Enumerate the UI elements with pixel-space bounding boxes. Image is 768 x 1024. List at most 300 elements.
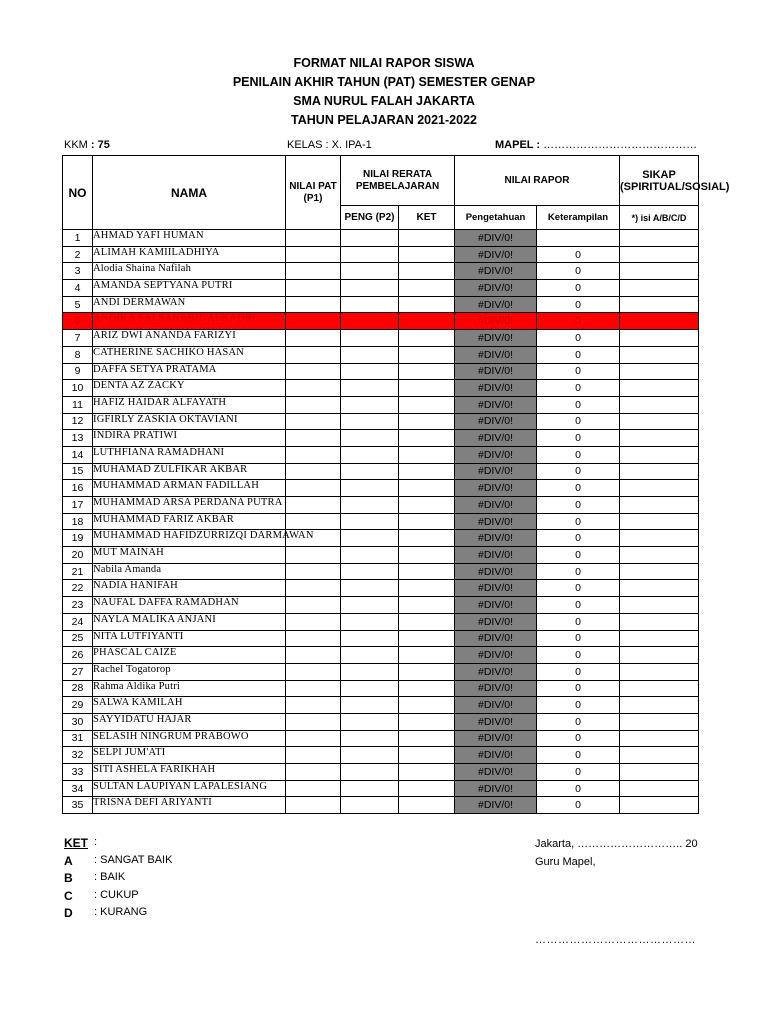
peng-p2-cell[interactable]: [341, 747, 399, 764]
student-name[interactable]: PHASCAL CAIZE: [93, 647, 286, 664]
sikap-cell[interactable]: [620, 446, 699, 463]
sikap-cell[interactable]: [620, 346, 699, 363]
row-number[interactable]: 13: [63, 430, 93, 447]
pengetahuan-cell[interactable]: #DIV/0!: [455, 780, 537, 797]
peng-p2-cell[interactable]: [341, 580, 399, 597]
row-number[interactable]: 21: [63, 563, 93, 580]
ket-cell[interactable]: [399, 363, 455, 380]
pat-score-cell[interactable]: [286, 380, 341, 397]
ket-cell[interactable]: [399, 296, 455, 313]
pat-score-cell[interactable]: [286, 330, 341, 347]
ket-cell[interactable]: [399, 663, 455, 680]
pat-score-cell[interactable]: [286, 296, 341, 313]
pengetahuan-cell[interactable]: #DIV/0!: [455, 563, 537, 580]
row-number[interactable]: 14: [63, 446, 93, 463]
peng-p2-cell[interactable]: [341, 713, 399, 730]
pat-score-cell[interactable]: [286, 363, 341, 380]
sikap-cell[interactable]: [620, 313, 699, 330]
pat-score-cell[interactable]: [286, 263, 341, 280]
pengetahuan-cell[interactable]: #DIV/0!: [455, 346, 537, 363]
keterampilan-cell[interactable]: 0: [537, 413, 620, 430]
peng-p2-cell[interactable]: [341, 296, 399, 313]
peng-p2-cell[interactable]: [341, 547, 399, 564]
pengetahuan-cell[interactable]: #DIV/0!: [455, 396, 537, 413]
keterampilan-cell[interactable]: 0: [537, 597, 620, 614]
sikap-cell[interactable]: [620, 713, 699, 730]
pengetahuan-cell[interactable]: #DIV/0!: [455, 246, 537, 263]
student-name[interactable]: INDIRA PRATIWI: [93, 430, 286, 447]
pengetahuan-cell[interactable]: #DIV/0!: [455, 630, 537, 647]
peng-p2-cell[interactable]: [341, 697, 399, 714]
student-name[interactable]: SULTAN LAUPIYAN LAPALESIANG: [93, 780, 286, 797]
row-number[interactable]: 23: [63, 597, 93, 614]
peng-p2-cell[interactable]: [341, 263, 399, 280]
row-number[interactable]: 1: [63, 230, 93, 247]
student-name[interactable]: IGFIRLY ZASKIA OKTAVIANI: [93, 413, 286, 430]
peng-p2-cell[interactable]: [341, 513, 399, 530]
sikap-cell[interactable]: [620, 630, 699, 647]
keterampilan-cell[interactable]: 0: [537, 346, 620, 363]
grades-table: [62, 155, 730, 814]
pengetahuan-cell[interactable]: #DIV/0!: [455, 380, 537, 397]
student-name[interactable]: Alodia Shaina Nafilah: [93, 263, 286, 280]
pengetahuan-cell[interactable]: #DIV/0!: [455, 764, 537, 781]
keterampilan-cell[interactable]: 0: [537, 647, 620, 664]
pengetahuan-cell[interactable]: #DIV/0!: [455, 663, 537, 680]
ket-cell[interactable]: [399, 380, 455, 397]
student-name[interactable]: MUHAMMAD ARSA PERDANA PUTRA: [93, 497, 286, 514]
student-name[interactable]: LUTHFIANA RAMADHANI: [93, 446, 286, 463]
pat-score-cell[interactable]: [286, 346, 341, 363]
keterampilan-cell[interactable]: 0: [537, 630, 620, 647]
pengetahuan-cell[interactable]: #DIV/0!: [455, 597, 537, 614]
pengetahuan-cell[interactable]: #DIV/0!: [455, 330, 537, 347]
student-name[interactable]: DAFFA SETYA PRATAMA: [93, 363, 286, 380]
table-row: [63, 663, 699, 680]
student-name[interactable]: NAUFAL DAFFA RAMADHAN: [93, 597, 286, 614]
sikap-cell[interactable]: [620, 230, 699, 247]
pengetahuan-cell[interactable]: #DIV/0!: [455, 730, 537, 747]
peng-p2-cell[interactable]: [341, 380, 399, 397]
pengetahuan-cell[interactable]: #DIV/0!: [455, 530, 537, 547]
row-number[interactable]: 9: [63, 363, 93, 380]
ket-cell[interactable]: [399, 647, 455, 664]
keterampilan-cell[interactable]: 0: [537, 780, 620, 797]
ket-cell[interactable]: [399, 463, 455, 480]
ket-cell[interactable]: [399, 530, 455, 547]
signature-place-date: Jakarta, ……………………….. 20: [535, 838, 698, 850]
sikap-cell[interactable]: [620, 296, 699, 313]
keterampilan-cell[interactable]: 0: [537, 497, 620, 514]
sikap-cell[interactable]: [620, 730, 699, 747]
table-row: [63, 563, 699, 580]
student-name[interactable]: CATHERINE SACHIKO HASAN: [93, 346, 286, 363]
student-name[interactable]: AHMAD YAFI HUMAN: [93, 230, 286, 247]
ket-cell[interactable]: [399, 346, 455, 363]
pat-score-cell[interactable]: [286, 613, 341, 630]
title-line-3: SMA NURUL FALAH JAKARTA: [293, 94, 475, 108]
pengetahuan-cell[interactable]: #DIV/0!: [455, 463, 537, 480]
student-name[interactable]: SELPI JUM'ATI: [93, 747, 286, 764]
row-number[interactable]: 31: [63, 730, 93, 747]
sikap-cell[interactable]: [620, 530, 699, 547]
row-number[interactable]: 10: [63, 380, 93, 397]
peng-p2-cell[interactable]: [341, 280, 399, 297]
student-name[interactable]: DENTA AZ ZACKY: [93, 380, 286, 397]
peng-p2-cell[interactable]: [341, 396, 399, 413]
ket-cell[interactable]: [399, 413, 455, 430]
student-name[interactable]: ANDIKA SALSANABIL ALKADRI: [93, 313, 286, 330]
pat-score-cell[interactable]: [286, 547, 341, 564]
student-name[interactable]: SAYYIDATU HAJAR: [93, 713, 286, 730]
peng-p2-cell[interactable]: [341, 597, 399, 614]
pengetahuan-cell[interactable]: #DIV/0!: [455, 580, 537, 597]
pengetahuan-cell[interactable]: #DIV/0!: [455, 613, 537, 630]
table-row: [63, 580, 699, 597]
keterampilan-cell[interactable]: 0: [537, 480, 620, 497]
student-name[interactable]: HAFIZ HAIDAR ALFAYATH: [93, 396, 286, 413]
student-name[interactable]: MUHAMMAD HAFIDZURRIZQI DARMAWAN: [93, 530, 286, 547]
sikap-cell[interactable]: [620, 396, 699, 413]
student-name[interactable]: SELASIH NINGRUM PRABOWO: [93, 730, 286, 747]
row-number[interactable]: 5: [63, 296, 93, 313]
pat-score-cell[interactable]: [286, 747, 341, 764]
peng-p2-cell[interactable]: [341, 530, 399, 547]
keterampilan-cell[interactable]: 0: [537, 713, 620, 730]
student-name[interactable]: Nabila Amanda: [93, 563, 286, 580]
pat-score-cell[interactable]: [286, 647, 341, 664]
ket-cell[interactable]: [399, 797, 455, 814]
pengetahuan-cell[interactable]: #DIV/0!: [455, 446, 537, 463]
peng-p2-cell[interactable]: [341, 330, 399, 347]
keterampilan-cell[interactable]: 0: [537, 747, 620, 764]
ket-cell[interactable]: [399, 597, 455, 614]
peng-p2-cell[interactable]: [341, 313, 399, 330]
sikap-cell[interactable]: [620, 597, 699, 614]
peng-p2-cell[interactable]: [341, 730, 399, 747]
keterampilan-cell[interactable]: 0: [537, 697, 620, 714]
pat-score-cell[interactable]: [286, 563, 341, 580]
keterampilan-cell[interactable]: 0: [537, 547, 620, 564]
sikap-cell[interactable]: [620, 680, 699, 697]
keterampilan-cell[interactable]: 0: [537, 280, 620, 297]
row-number[interactable]: 18: [63, 513, 93, 530]
mapel-value: ……………………………………: [543, 139, 698, 151]
keterampilan-cell[interactable]: 0: [537, 313, 620, 330]
pat-score-cell[interactable]: [286, 730, 341, 747]
keterampilan-cell[interactable]: 0: [537, 764, 620, 781]
row-number[interactable]: 29: [63, 697, 93, 714]
sikap-cell[interactable]: [620, 647, 699, 664]
pat-score-cell[interactable]: [286, 463, 341, 480]
pengetahuan-cell[interactable]: #DIV/0!: [455, 413, 537, 430]
table-row: [63, 396, 699, 413]
peng-p2-cell[interactable]: [341, 780, 399, 797]
row-number[interactable]: 35: [63, 797, 93, 814]
sikap-cell[interactable]: [620, 480, 699, 497]
col-header-ket: KET: [399, 206, 455, 230]
pengetahuan-cell[interactable]: #DIV/0!: [455, 680, 537, 697]
peng-p2-cell[interactable]: [341, 246, 399, 263]
keterampilan-cell[interactable]: 0: [537, 463, 620, 480]
table-row: [63, 280, 699, 297]
sikap-cell[interactable]: [620, 430, 699, 447]
peng-p2-cell[interactable]: [341, 680, 399, 697]
pengetahuan-cell[interactable]: #DIV/0!: [455, 313, 537, 330]
row-number[interactable]: 6: [63, 313, 93, 330]
sikap-cell[interactable]: [620, 563, 699, 580]
row-number[interactable]: 34: [63, 780, 93, 797]
ket-cell[interactable]: [399, 713, 455, 730]
ket-cell[interactable]: [399, 430, 455, 447]
pat-score-cell[interactable]: [286, 497, 341, 514]
student-name[interactable]: MUHAMAD ZULFIKAR AKBAR: [93, 463, 286, 480]
pat-score-cell[interactable]: [286, 413, 341, 430]
peng-p2-cell[interactable]: [341, 647, 399, 664]
row-number[interactable]: 26: [63, 647, 93, 664]
pat-score-cell[interactable]: [286, 630, 341, 647]
pat-score-cell[interactable]: [286, 663, 341, 680]
ket-cell[interactable]: [399, 280, 455, 297]
pat-score-cell[interactable]: [286, 313, 341, 330]
pengetahuan-cell[interactable]: #DIV/0!: [455, 713, 537, 730]
keterampilan-cell[interactable]: 0: [537, 513, 620, 530]
sikap-cell[interactable]: [620, 330, 699, 347]
ket-cell[interactable]: [399, 263, 455, 280]
row-number[interactable]: 30: [63, 713, 93, 730]
pat-score-cell[interactable]: [286, 597, 341, 614]
sikap-cell[interactable]: [620, 747, 699, 764]
pat-score-cell[interactable]: [286, 697, 341, 714]
table-row: [63, 263, 699, 280]
pat-score-cell[interactable]: [286, 513, 341, 530]
pat-score-cell[interactable]: [286, 430, 341, 447]
peng-p2-cell[interactable]: [341, 346, 399, 363]
student-name[interactable]: ARIZ DWI ANANDA FARIZYI: [93, 330, 286, 347]
student-name[interactable]: SITI ASHELA FARIKHAH: [93, 764, 286, 781]
student-name[interactable]: MUHAMMAD ARMAN FADILLAH: [93, 480, 286, 497]
pat-score-cell[interactable]: [286, 764, 341, 781]
student-name[interactable]: Rachel Togatorop: [93, 663, 286, 680]
student-name[interactable]: Rahma Aldika Putri: [93, 680, 286, 697]
student-name[interactable]: MUHAMMAD FARIZ AKBAR: [93, 513, 286, 530]
student-name[interactable]: NITA LUTFIYANTI: [93, 630, 286, 647]
sikap-cell[interactable]: [620, 380, 699, 397]
col-header-pat: NILAI PAT (P1): [286, 156, 341, 230]
ket-cell[interactable]: [399, 446, 455, 463]
ket-cell[interactable]: [399, 396, 455, 413]
sikap-cell[interactable]: [620, 797, 699, 814]
row-number[interactable]: 22: [63, 580, 93, 597]
pat-score-cell[interactable]: [286, 480, 341, 497]
pat-score-cell[interactable]: [286, 280, 341, 297]
student-name[interactable]: SALWA KAMILAH: [93, 697, 286, 714]
row-number[interactable]: 24: [63, 613, 93, 630]
ket-cell[interactable]: [399, 246, 455, 263]
peng-p2-cell[interactable]: [341, 430, 399, 447]
pengetahuan-cell[interactable]: #DIV/0!: [455, 430, 537, 447]
legend-key: B: [64, 871, 73, 885]
row-number[interactable]: 7: [63, 330, 93, 347]
sikap-cell[interactable]: [620, 413, 699, 430]
row-number[interactable]: 3: [63, 263, 93, 280]
student-name[interactable]: NAYLA MALIKA ANJANI: [93, 613, 286, 630]
pengetahuan-cell[interactable]: #DIV/0!: [455, 363, 537, 380]
row-number[interactable]: 4: [63, 280, 93, 297]
ket-cell[interactable]: [399, 730, 455, 747]
student-name[interactable]: NADIA HANIFAH: [93, 580, 286, 597]
sikap-cell[interactable]: [620, 513, 699, 530]
sikap-cell[interactable]: [620, 580, 699, 597]
table-row: [63, 296, 699, 313]
peng-p2-cell[interactable]: [341, 797, 399, 814]
peng-p2-cell[interactable]: [341, 363, 399, 380]
pengetahuan-cell[interactable]: #DIV/0!: [455, 263, 537, 280]
row-number[interactable]: 27: [63, 663, 93, 680]
keterampilan-cell[interactable]: 0: [537, 330, 620, 347]
ket-cell[interactable]: [399, 563, 455, 580]
keterampilan-cell[interactable]: 0: [537, 246, 620, 263]
peng-p2-cell[interactable]: [341, 413, 399, 430]
sikap-cell[interactable]: [620, 764, 699, 781]
row-number[interactable]: 33: [63, 764, 93, 781]
pengetahuan-cell[interactable]: #DIV/0!: [455, 513, 537, 530]
row-number[interactable]: 2: [63, 246, 93, 263]
pengetahuan-cell[interactable]: #DIV/0!: [455, 547, 537, 564]
keterampilan-cell[interactable]: 0: [537, 263, 620, 280]
pengetahuan-cell[interactable]: #DIV/0!: [455, 480, 537, 497]
keterampilan-cell[interactable]: 0: [537, 580, 620, 597]
student-name[interactable]: ANDI DERMAWAN: [93, 296, 286, 313]
row-number[interactable]: 28: [63, 680, 93, 697]
ket-cell[interactable]: [399, 747, 455, 764]
sikap-cell[interactable]: [620, 363, 699, 380]
pat-score-cell[interactable]: [286, 446, 341, 463]
pat-score-cell[interactable]: [286, 246, 341, 263]
keterampilan-cell[interactable]: 0: [537, 446, 620, 463]
keterampilan-cell[interactable]: 0: [537, 296, 620, 313]
table-row: [63, 246, 699, 263]
pengetahuan-cell[interactable]: #DIV/0!: [455, 697, 537, 714]
pat-score-cell[interactable]: [286, 713, 341, 730]
sikap-cell[interactable]: [620, 263, 699, 280]
peng-p2-cell[interactable]: [341, 230, 399, 247]
sikap-cell[interactable]: [620, 280, 699, 297]
sikap-cell[interactable]: [620, 547, 699, 564]
row-number[interactable]: 11: [63, 396, 93, 413]
pengetahuan-cell[interactable]: #DIV/0!: [455, 797, 537, 814]
student-name[interactable]: TRISNA DEFI ARIYANTI: [93, 797, 286, 814]
pat-score-cell[interactable]: [286, 680, 341, 697]
sikap-cell[interactable]: [620, 780, 699, 797]
table-row: [63, 480, 699, 497]
peng-p2-cell[interactable]: [341, 663, 399, 680]
ket-cell[interactable]: [399, 697, 455, 714]
keterampilan-cell[interactable]: 0: [537, 563, 620, 580]
peng-p2-cell[interactable]: [341, 630, 399, 647]
sikap-cell[interactable]: [620, 497, 699, 514]
peng-p2-cell[interactable]: [341, 480, 399, 497]
col-header-rerata: NILAI RERATA PEMBELAJARAN: [341, 156, 455, 206]
sikap-cell[interactable]: [620, 463, 699, 480]
keterampilan-cell[interactable]: 0: [537, 363, 620, 380]
keterampilan-cell[interactable]: 0: [537, 730, 620, 747]
legend-desc: : BAIK: [94, 871, 126, 883]
pat-score-cell[interactable]: [286, 230, 341, 247]
row-number[interactable]: 25: [63, 630, 93, 647]
ket-cell[interactable]: [399, 547, 455, 564]
pat-score-cell[interactable]: [286, 797, 341, 814]
ket-cell[interactable]: [399, 764, 455, 781]
ket-cell[interactable]: [399, 497, 455, 514]
sikap-cell[interactable]: [620, 697, 699, 714]
student-name[interactable]: MUT MAINAH: [93, 547, 286, 564]
pat-score-cell[interactable]: [286, 580, 341, 597]
sikap-cell[interactable]: [620, 663, 699, 680]
ket-cell[interactable]: [399, 230, 455, 247]
keterampilan-cell[interactable]: 0: [537, 396, 620, 413]
row-number[interactable]: 16: [63, 480, 93, 497]
ket-cell[interactable]: [399, 613, 455, 630]
sikap-cell[interactable]: [620, 613, 699, 630]
keterampilan-cell[interactable]: 0: [537, 530, 620, 547]
ket-cell[interactable]: [399, 480, 455, 497]
keterampilan-cell[interactable]: 0: [537, 797, 620, 814]
pengetahuan-cell[interactable]: #DIV/0!: [455, 296, 537, 313]
peng-p2-cell[interactable]: [341, 463, 399, 480]
ket-cell[interactable]: [399, 630, 455, 647]
col-header-peng-p2: PENG (P2): [341, 206, 399, 230]
keterampilan-cell[interactable]: 0: [537, 430, 620, 447]
peng-p2-cell[interactable]: [341, 563, 399, 580]
ket-cell[interactable]: [399, 330, 455, 347]
row-number[interactable]: 15: [63, 463, 93, 480]
sikap-cell[interactable]: [620, 246, 699, 263]
pengetahuan-cell[interactable]: #DIV/0!: [455, 497, 537, 514]
pengetahuan-cell[interactable]: #DIV/0!: [455, 230, 537, 247]
keterampilan-cell[interactable]: 0: [537, 613, 620, 630]
peng-p2-cell[interactable]: [341, 764, 399, 781]
ket-cell[interactable]: [399, 680, 455, 697]
ket-cell[interactable]: [399, 580, 455, 597]
keterampilan-cell[interactable]: [537, 230, 620, 247]
row-number[interactable]: 32: [63, 747, 93, 764]
pat-score-cell[interactable]: [286, 396, 341, 413]
row-number[interactable]: 17: [63, 497, 93, 514]
ket-cell[interactable]: [399, 513, 455, 530]
keterampilan-cell[interactable]: 0: [537, 663, 620, 680]
row-number[interactable]: 20: [63, 547, 93, 564]
kelas-info: KELAS : X. IPA-1: [287, 139, 372, 151]
student-name[interactable]: ALIMAH KAMIILADHIYA: [93, 246, 286, 263]
ket-cell[interactable]: [399, 780, 455, 797]
peng-p2-cell[interactable]: [341, 613, 399, 630]
pat-score-cell[interactable]: [286, 780, 341, 797]
peng-p2-cell[interactable]: [341, 497, 399, 514]
student-name[interactable]: AMANDA SEPTYANA PUTRI: [93, 280, 286, 297]
peng-p2-cell[interactable]: [341, 446, 399, 463]
signature-block: [535, 836, 698, 871]
pengetahuan-cell[interactable]: #DIV/0!: [455, 647, 537, 664]
ket-cell[interactable]: [399, 313, 455, 330]
pengetahuan-cell[interactable]: #DIV/0!: [455, 747, 537, 764]
keterampilan-cell[interactable]: 0: [537, 380, 620, 397]
pengetahuan-cell[interactable]: #DIV/0!: [455, 280, 537, 297]
keterampilan-cell[interactable]: 0: [537, 680, 620, 697]
row-number[interactable]: 19: [63, 530, 93, 547]
row-number[interactable]: 12: [63, 413, 93, 430]
row-number[interactable]: 8: [63, 346, 93, 363]
